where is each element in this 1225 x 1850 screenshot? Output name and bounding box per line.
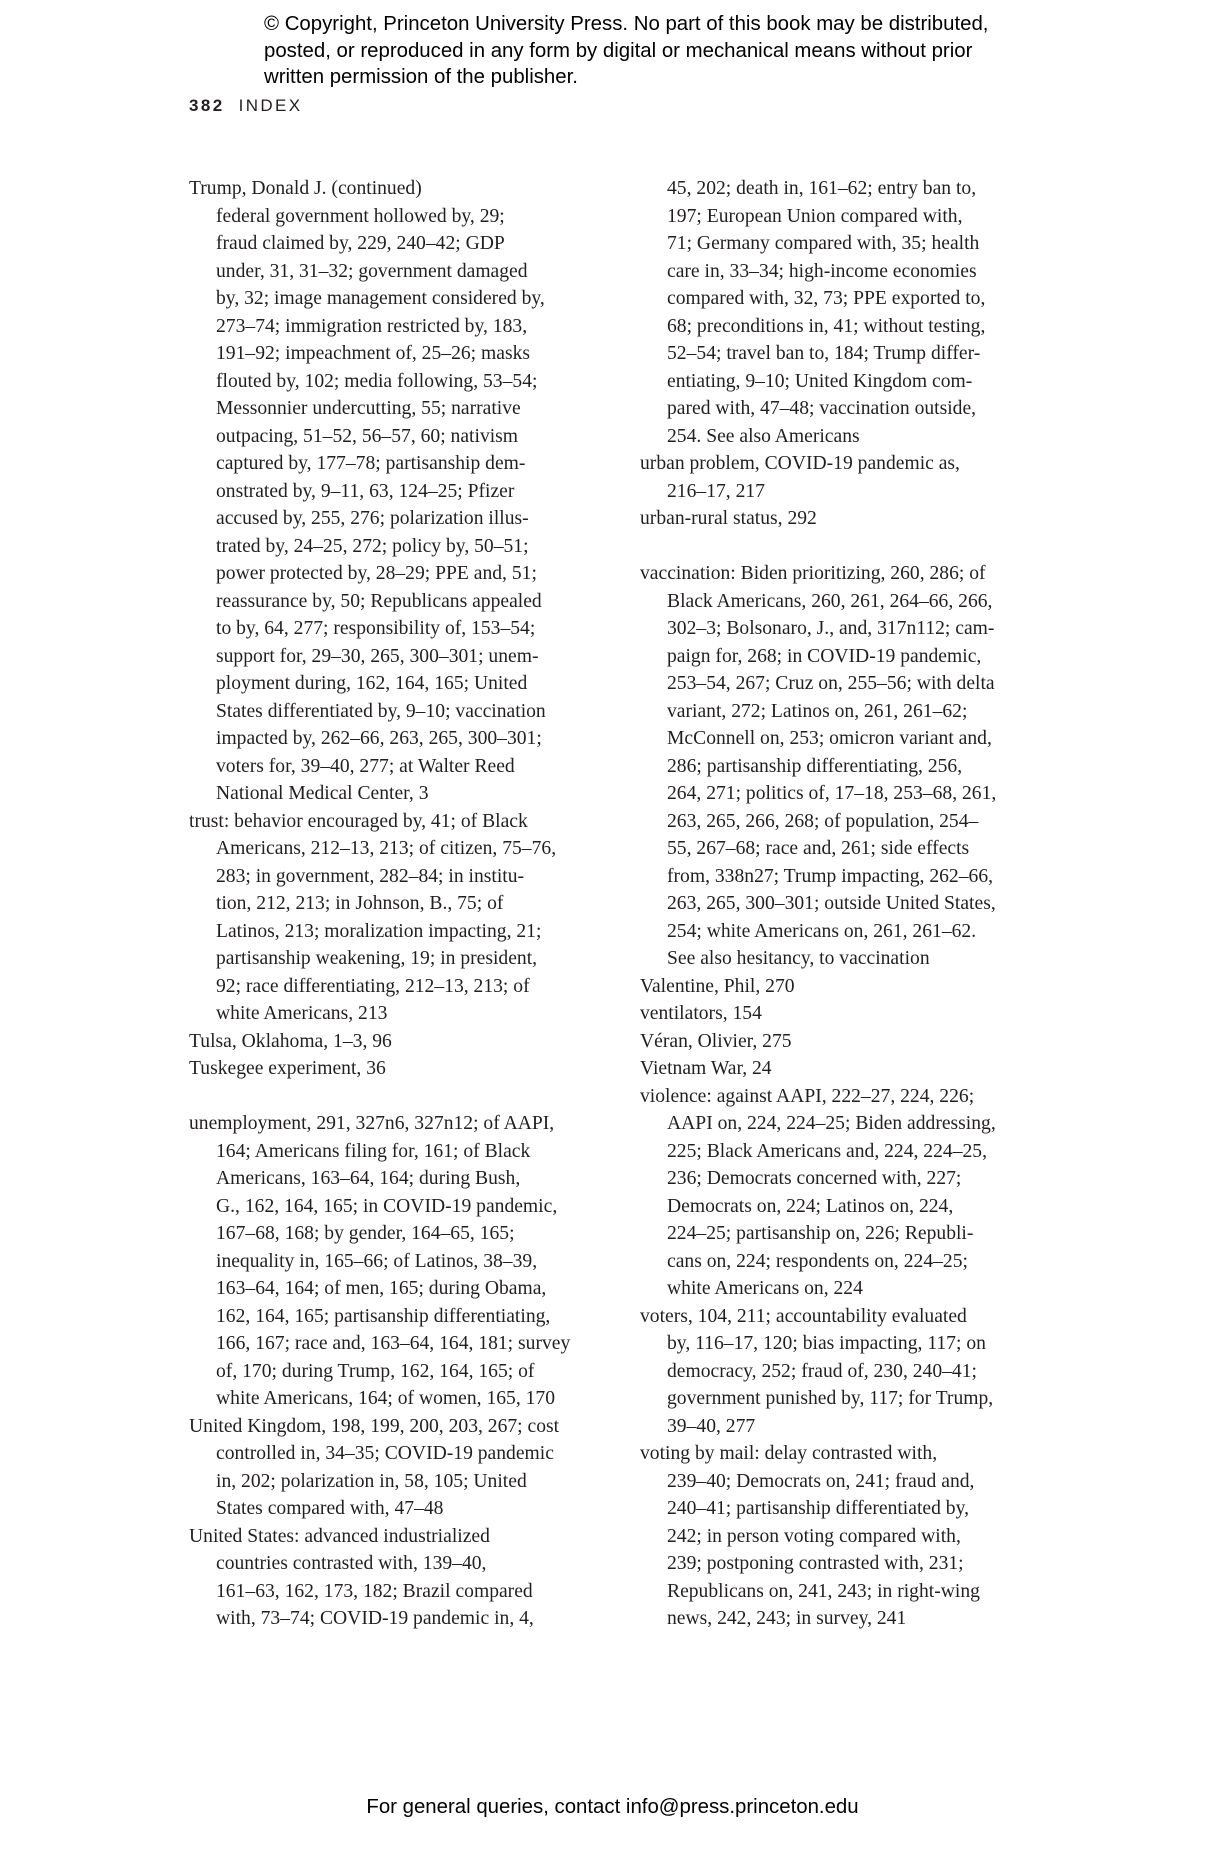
running-head — [189, 96, 303, 116]
index-entry: Tuskegee experiment, 36 — [189, 1058, 386, 1079]
index-entry: voters, 104, 211; accountability evaluated by, 116–17, 120; bias impacting, 117; on democracy, 252; fraud of, 230, 240–41; government punished by, 117; for Trump, 39–40, 277 — [640, 1305, 994, 1437]
index-entry: ventilators, 154 — [640, 1003, 762, 1024]
copyright-notice: © Copyright, Princeton University Press. No part of this book may be distributed, posted, or reproduced in any form by digital or mechanical means without prior written permission of the publisher. — [264, 13, 989, 88]
index-entry: Tulsa, Oklahoma, 1–3, 96 — [189, 1030, 392, 1052]
footer-contact: For general queries, contact info@press.princeton.edu — [366, 1796, 859, 1818]
index-entry: voting by mail: delay contrasted with, 239–40; Democrats on, 241; fraud and, 240–41; partisanship differentiated by, 242; in person voting compared with, 239; postponing contrasted with, 231; Republicans on, 241, 243; in right-wing news, 242, 243; in survey, 241 — [640, 1443, 980, 1629]
page-number: 382 — [189, 96, 225, 115]
index-entry: United Kingdom, 198, 199, 200, 203, 267; cost controlled in, 34–35; COVID-19 pandemic in, 202; polarization in, 58, 105; United States compared with, 47–48 — [189, 1415, 560, 1519]
section-gap — [640, 533, 1060, 561]
index-entry: Véran, Olivier, 275 — [640, 1030, 792, 1052]
index-entry: trust: behavior encouraged by, 41; of Black Americans, 212–13, 213; of citizen, 75–76, 283; in government, 282–84; in institu- tion, 212, 213; in Johnson, B., 75; of Latinos, 213; moralization impacting, 21; partisanship weakening, 19; in president, 92; race differentiating, 212–13, 213; of white Americans, 213 — [189, 810, 557, 1024]
index-entry: vaccination: Biden prioritizing, 260, 286; of Black Americans, 260, 261, 264–66, 266, 302–3; Bolsonaro, J., and, 317n112; cam- paign for, 268; in COVID-19 pandemic, 253–54, 267; Cruz on, 255–56; with delta variant, 272; Latinos on, 261, 261–62; McConnell on, 253; omicron variant and, 286; partisanship differentiating, 256, 264, 271; politics of, 17–18, 253–68, 261, 263, 265, 266, 268; of population, 254– 55, 267–68; race and, 261; side effects from, 338n27; Trump impacting, 262–66, 263, 265, 300–301; outside United States, 254; white Americans on, 261, 261–62. See also hesitancy, to vaccination — [640, 563, 997, 969]
section-gap — [189, 1083, 609, 1111]
index-entry: Trump, Donald J. (continued) federal government hollowed by, 29; fraud claimed by, 229, 240–42; GDP under, 31, 31–32; government damaged by, 32; image management considered by, 273–74; immigration restricted by, 183, 191–92; impeachment of, 25–26; masks flouted by, 102; media following, 53–54; Messonnier undercutting, 55; narrative outpacing, 51–52, 56–57, 60; nativism captured by, 177–78; partisanship dem- onstrated by, 9–11, 63, 124–25; Pfizer accused by, 255, 276; polarization illus- trated by, 24–25, 272; policy by, 50–51; power protected by, 28–29; PPE and, 51; reassurance by, 50; Republicans appealed to by, 64, 277; responsibility of, 153–54; support for, 29–30, 265, 300–301; unem- ployment during, 162, 164, 165; United States differentiated by, 9–10; vaccination impacted by, 262–66, 263, 265, 300–301; voters for, 39–40, 277; at Walter Reed National Medical Center, 3 — [189, 178, 546, 804]
index-entry: violence: against AAPI, 222–27, 224, 226; AAPI on, 224, 224–25; Biden addressing, 225; Black Americans and, 224, 224–25, 236; Democrats concerned with, 227; Democrats on, 224; Latinos on, 224, 224–25; partisanship on, 226; Republi- cans on, 224; respondents on, 224–25; white Americans on, 224 — [640, 1085, 996, 1299]
section-title: INDEX — [238, 96, 303, 115]
index-column-right — [640, 175, 1060, 1633]
index-entry: Valentine, Phil, 270 — [640, 975, 795, 997]
index-entry-continued: 45, 202; death in, 161–62; entry ban to, 197; European Union compared with, 71; Germany compared with, 35; health care in, 33–34; high-income economies compared with, 32, 73; PPE exported to, 68; preconditions in, 41; without testing, 52–54; travel ban to, 184; Trump differ- entiating, 9–10; United Kingdom com- pared with, 47–48; vaccination outside, 254. See also Americans — [667, 178, 986, 447]
index-entry: unemployment, 291, 327n6, 327n12; of AAPI, 164; Americans filing for, 161; of Black Americans, 163–64, 164; during Bush, G., 162, 164, 165; in COVID-19 pandemic, 167–68, 168; by gender, 164–65, 165; inequality in, 165–66; of Latinos, 38–39, 163–64, 164; of men, 165; during Obama, 162, 164, 165; partisanship differentiating, 166, 167; race and, 163–64, 164, 181; survey of, 170; during Trump, 162, 164, 165; of white Americans, 164; of women, 165, 170 — [189, 1113, 571, 1409]
index-entry: urban problem, COVID-19 pandemic as, 216–17, 217 — [640, 453, 960, 502]
index-entry: Vietnam War, 24 — [640, 1058, 772, 1079]
index-column-left — [189, 175, 609, 1633]
index-entry: urban-rural status, 292 — [640, 508, 817, 529]
index-entry: United States: advanced industrialized countries contrasted with, 139–40, 161–63, 162, 173, 182; Brazil compared with, 73–74; COVID-19 pandemic in, 4, — [189, 1525, 534, 1629]
